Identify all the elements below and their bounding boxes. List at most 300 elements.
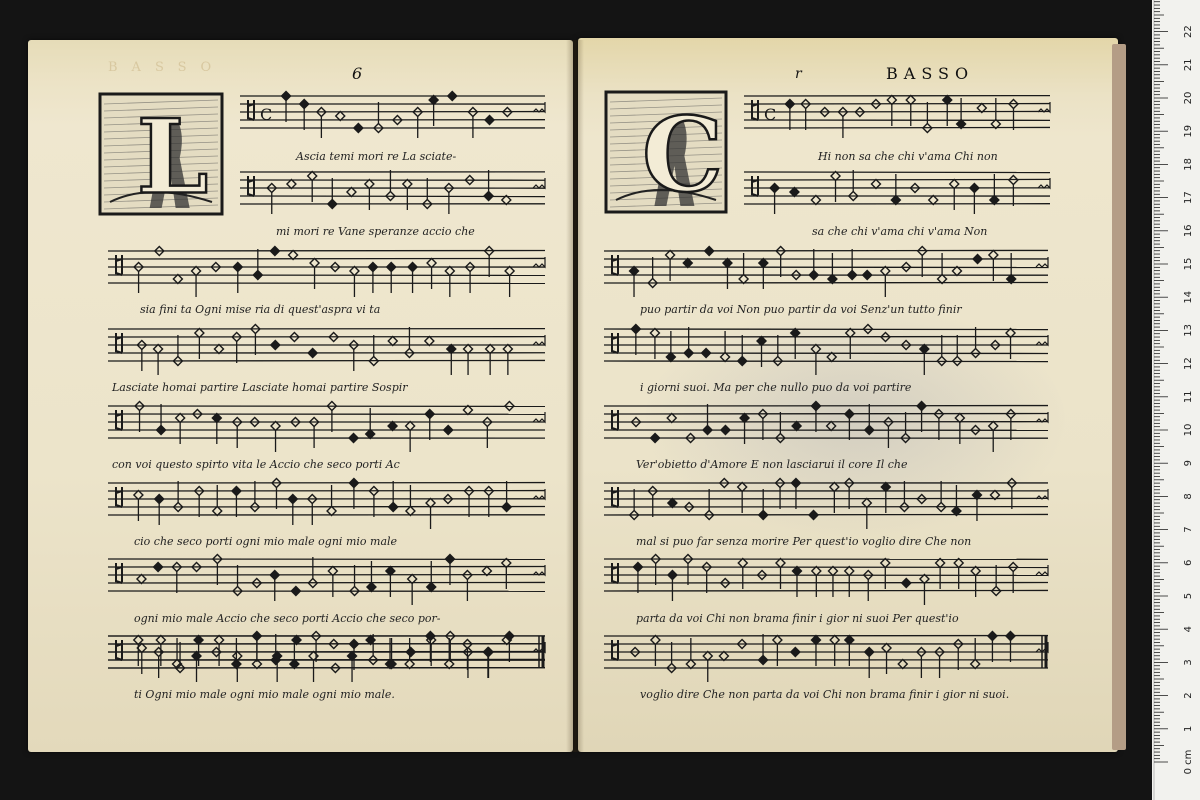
note	[502, 559, 511, 590]
note	[505, 267, 514, 298]
note	[757, 337, 766, 368]
note	[943, 96, 952, 127]
note-head	[233, 263, 242, 272]
ruler-number: 8	[1183, 493, 1194, 500]
note	[630, 267, 639, 298]
lyric-line: parta da voi Chi non brama finir i gior ni suoi Per quest'io	[636, 612, 959, 625]
clef	[116, 563, 122, 583]
note-head	[811, 402, 820, 411]
initial-letter: C	[642, 95, 724, 216]
note	[845, 567, 854, 598]
note-head	[809, 511, 818, 520]
clef	[248, 100, 254, 120]
note	[486, 345, 495, 376]
note-head	[366, 430, 375, 439]
note-head	[920, 345, 929, 354]
note	[723, 259, 732, 290]
note-head	[757, 337, 766, 346]
note	[287, 180, 296, 189]
note	[154, 563, 163, 572]
note	[828, 567, 837, 598]
note-head	[270, 247, 279, 256]
ruler-number: 10	[1183, 423, 1194, 437]
note-head	[989, 251, 998, 260]
music-staff	[604, 636, 1048, 668]
note-head	[336, 112, 345, 121]
note	[721, 331, 730, 362]
note-head	[740, 414, 749, 423]
note	[809, 249, 818, 280]
note	[989, 422, 998, 453]
note	[408, 575, 417, 606]
note	[920, 345, 929, 376]
note-head	[505, 267, 514, 276]
note-head	[723, 259, 732, 268]
note-head	[845, 636, 854, 645]
note	[253, 249, 262, 280]
ruler-number: 1	[1183, 725, 1194, 732]
lyric-line: sia fini ta Ogni mise ria di quest'aspra vi ta	[140, 303, 381, 316]
note	[270, 571, 279, 602]
note	[667, 414, 676, 423]
note	[252, 632, 261, 663]
note	[134, 491, 143, 522]
note	[830, 483, 839, 514]
note-head	[328, 200, 337, 209]
note	[502, 481, 511, 512]
note-head	[447, 345, 456, 354]
staff-line	[744, 172, 1050, 173]
music-staff	[108, 329, 545, 361]
note	[917, 402, 926, 433]
note	[702, 349, 711, 358]
note-head	[970, 184, 979, 193]
note-head	[349, 479, 358, 488]
note	[347, 188, 356, 197]
clef	[612, 333, 618, 353]
note-head	[898, 660, 907, 669]
note-head	[408, 263, 417, 272]
note	[156, 636, 165, 667]
note-head	[349, 640, 358, 649]
staff-line	[108, 659, 545, 660]
note	[848, 249, 857, 280]
note-head	[154, 563, 163, 572]
note-head	[154, 345, 163, 354]
lyric-line: ti Ogni mio male ogni mio male ogni mio male.	[134, 688, 395, 701]
note	[292, 636, 301, 645]
custos	[533, 412, 545, 422]
note	[929, 196, 938, 205]
note	[770, 184, 779, 215]
note	[387, 263, 396, 294]
note	[365, 180, 374, 211]
note	[902, 579, 911, 588]
note	[881, 483, 890, 514]
clef	[116, 410, 122, 430]
note	[447, 345, 456, 376]
note-head	[292, 636, 301, 645]
note	[310, 259, 319, 290]
note	[354, 124, 363, 133]
note	[426, 499, 435, 530]
lyric-line: con voi questo spirto vita le Accio che seco porti Ac	[112, 458, 400, 471]
note-head	[759, 511, 768, 520]
note-head	[630, 267, 639, 276]
signature-mark: r	[795, 66, 802, 82]
note-head	[213, 507, 222, 516]
note	[403, 180, 412, 211]
note	[650, 329, 659, 360]
note	[157, 404, 166, 435]
note-head	[232, 487, 241, 496]
note-head	[989, 422, 998, 431]
note-head	[703, 426, 712, 435]
note-head	[429, 96, 438, 105]
note-head	[790, 188, 799, 197]
note-head	[785, 100, 794, 109]
note-head	[368, 263, 377, 272]
note	[464, 345, 473, 376]
note	[791, 479, 800, 510]
clef	[752, 100, 758, 120]
note	[740, 414, 749, 445]
note	[668, 499, 677, 508]
note-head	[310, 259, 319, 268]
note-head	[1006, 632, 1015, 641]
note-head	[290, 660, 299, 669]
note	[137, 575, 146, 584]
note	[703, 652, 712, 683]
note-head	[406, 648, 415, 657]
note	[846, 329, 855, 360]
note-head	[406, 422, 415, 431]
note-head	[773, 636, 782, 645]
music-staff	[108, 406, 545, 438]
note-head	[232, 660, 241, 669]
note	[368, 263, 377, 294]
note	[865, 404, 874, 435]
note-head	[288, 495, 297, 504]
note	[811, 636, 820, 667]
note	[348, 652, 357, 683]
note	[686, 638, 695, 669]
note-head	[917, 402, 926, 411]
note	[790, 188, 799, 197]
note	[920, 575, 929, 606]
lyric-line: mi mori re Vane speranze accio che	[276, 225, 475, 238]
note-head	[502, 503, 511, 512]
lyric-line: sa che chi v'ama chi v'ama Non	[812, 225, 988, 238]
note-head	[271, 422, 280, 431]
note-head	[156, 636, 165, 645]
note	[972, 491, 981, 522]
note	[282, 92, 291, 123]
note-head	[134, 491, 143, 500]
note-head	[157, 426, 166, 435]
note	[288, 495, 297, 526]
note-head	[445, 555, 454, 564]
note-head	[848, 271, 857, 280]
note-head	[308, 172, 317, 181]
note-head	[738, 483, 747, 492]
note-head	[173, 275, 182, 284]
note-head	[633, 563, 642, 572]
note	[271, 341, 280, 350]
note-head	[721, 426, 730, 435]
note	[739, 253, 748, 284]
note-head	[631, 325, 640, 334]
note	[683, 259, 692, 268]
note	[212, 414, 221, 445]
note	[176, 414, 185, 445]
note	[328, 178, 337, 209]
note	[831, 172, 840, 203]
note	[776, 559, 785, 590]
note-head	[425, 337, 434, 346]
note	[971, 567, 980, 598]
note-head	[365, 180, 374, 189]
note-head	[367, 583, 376, 592]
lyric-line: puo partir da voi Non puo partir da voi Senz'un tutto finir	[640, 303, 962, 316]
note	[830, 636, 839, 667]
note-head	[403, 180, 412, 189]
staff-line	[604, 514, 1048, 515]
note-head	[719, 652, 728, 661]
ruler-number: 19	[1183, 124, 1194, 138]
note-head	[651, 434, 660, 443]
note	[350, 267, 359, 298]
note	[445, 555, 454, 586]
note-head	[387, 263, 396, 272]
note	[792, 422, 801, 431]
note	[271, 422, 280, 453]
note	[1007, 253, 1016, 284]
note-head	[929, 196, 938, 205]
note	[483, 648, 492, 679]
note	[406, 422, 415, 453]
custos	[533, 178, 545, 188]
lyric-line: cio che seco porti ogni mio male ogni mio male	[134, 535, 398, 548]
note	[1006, 329, 1015, 360]
note-head	[811, 345, 820, 354]
note-head	[389, 503, 398, 512]
note	[827, 422, 836, 431]
note	[759, 259, 768, 290]
note	[366, 408, 375, 439]
note	[406, 648, 415, 657]
note-head	[865, 426, 874, 435]
note	[448, 92, 457, 101]
note-head	[683, 259, 692, 268]
note	[785, 100, 794, 131]
note-head	[830, 483, 839, 492]
note	[425, 410, 434, 441]
ruler-number: 3	[1183, 659, 1194, 666]
initial-letter: L	[136, 97, 209, 218]
ruler-number: 21	[1183, 58, 1194, 72]
note	[791, 329, 800, 360]
note-head	[791, 648, 800, 657]
note	[882, 644, 891, 675]
note	[863, 271, 872, 280]
ruler-number: 0 cm	[1183, 749, 1194, 775]
note-head	[705, 247, 714, 256]
ruler-number: 20	[1183, 91, 1194, 105]
note	[991, 98, 1000, 129]
note	[389, 481, 398, 512]
note-head	[233, 652, 242, 661]
note-head	[792, 422, 801, 431]
note	[631, 325, 640, 356]
note	[738, 335, 747, 366]
ruler-number: 13	[1183, 324, 1194, 337]
page-number: 6	[352, 64, 363, 83]
note	[485, 116, 494, 125]
note-head	[176, 414, 185, 423]
staff-line	[604, 498, 1048, 499]
lyric-line: mal si puo far senza morire Per quest'io voglio dire Che non	[636, 535, 972, 548]
note-head	[253, 271, 262, 280]
note-head	[668, 571, 677, 580]
ruler-number: 2	[1183, 692, 1194, 699]
note-head	[811, 636, 820, 645]
note	[425, 337, 434, 346]
note	[173, 275, 182, 284]
note	[505, 632, 514, 663]
note-head	[988, 632, 997, 641]
note	[154, 345, 163, 376]
measurement-ruler	[1152, 0, 1200, 800]
staff-line	[240, 196, 545, 197]
note-head	[791, 479, 800, 488]
note-head	[738, 357, 747, 366]
note	[349, 434, 358, 443]
note-head	[830, 636, 839, 645]
note-head	[684, 349, 693, 358]
note-head	[902, 579, 911, 588]
note-head	[650, 329, 659, 338]
note	[891, 174, 900, 205]
note-head	[827, 422, 836, 431]
note	[445, 638, 454, 669]
woodcut-initial-left	[100, 94, 222, 217]
note-head	[327, 507, 336, 516]
note-head	[347, 188, 356, 197]
ghost-header: BASSO	[108, 60, 226, 75]
note-head	[666, 251, 675, 260]
staff-line	[108, 582, 545, 583]
note	[957, 98, 966, 129]
clef	[612, 255, 618, 275]
note	[367, 561, 376, 592]
ruler-number: 4	[1183, 626, 1194, 633]
note	[970, 184, 979, 215]
note	[444, 426, 453, 435]
note	[954, 559, 963, 590]
note-head	[882, 644, 891, 653]
note-head	[484, 192, 493, 201]
note-head	[448, 92, 457, 101]
ruler-number: 16	[1183, 224, 1194, 238]
note	[192, 267, 201, 298]
staff-line	[108, 258, 545, 259]
note-head	[776, 559, 785, 568]
music-staff	[604, 483, 1048, 515]
note	[651, 434, 660, 443]
note	[666, 251, 675, 282]
note-head	[192, 652, 201, 661]
note-head	[486, 345, 495, 354]
note	[192, 652, 201, 683]
note-head	[271, 341, 280, 350]
voice-part-header: BASSO	[886, 64, 975, 83]
note-head	[195, 329, 204, 338]
note-head	[444, 426, 453, 435]
note	[791, 648, 800, 657]
note	[194, 636, 203, 667]
note	[336, 112, 345, 121]
clef	[752, 176, 758, 196]
note-head	[445, 267, 454, 276]
note-head	[349, 434, 358, 443]
note	[633, 563, 642, 594]
note	[1006, 632, 1015, 663]
ruler-number: 12	[1183, 357, 1194, 370]
note-head	[667, 414, 676, 423]
note	[349, 479, 358, 510]
note	[938, 253, 947, 284]
note-head	[792, 567, 801, 576]
music-staff	[108, 559, 545, 591]
note	[865, 648, 874, 679]
note-head	[212, 414, 221, 423]
note-head	[194, 636, 203, 645]
note	[484, 170, 493, 201]
note	[738, 559, 747, 590]
note	[388, 422, 397, 431]
note	[812, 567, 821, 598]
custos	[1036, 565, 1048, 575]
note	[792, 567, 801, 598]
staff-line	[744, 179, 1050, 180]
note	[721, 426, 730, 435]
clef	[248, 176, 254, 196]
note-head	[950, 180, 959, 189]
note	[811, 196, 820, 205]
note	[651, 636, 660, 667]
lyric-line: Ver'obietto d'Amore E non lasciarui il core Il che	[636, 458, 908, 471]
note	[426, 632, 435, 663]
staff-line	[604, 590, 1048, 591]
note-head	[425, 410, 434, 419]
note	[327, 485, 336, 516]
clef	[116, 255, 122, 275]
note	[811, 402, 820, 433]
note-head	[388, 337, 397, 346]
note-head	[863, 271, 872, 280]
woodcut-initial-right	[606, 92, 726, 215]
note	[406, 485, 415, 516]
note-head	[300, 100, 309, 109]
note-head	[759, 656, 768, 665]
note	[989, 251, 998, 282]
note-head	[308, 349, 317, 358]
note-head	[214, 345, 223, 354]
note-head	[738, 559, 747, 568]
note	[427, 561, 436, 592]
note	[955, 414, 964, 445]
